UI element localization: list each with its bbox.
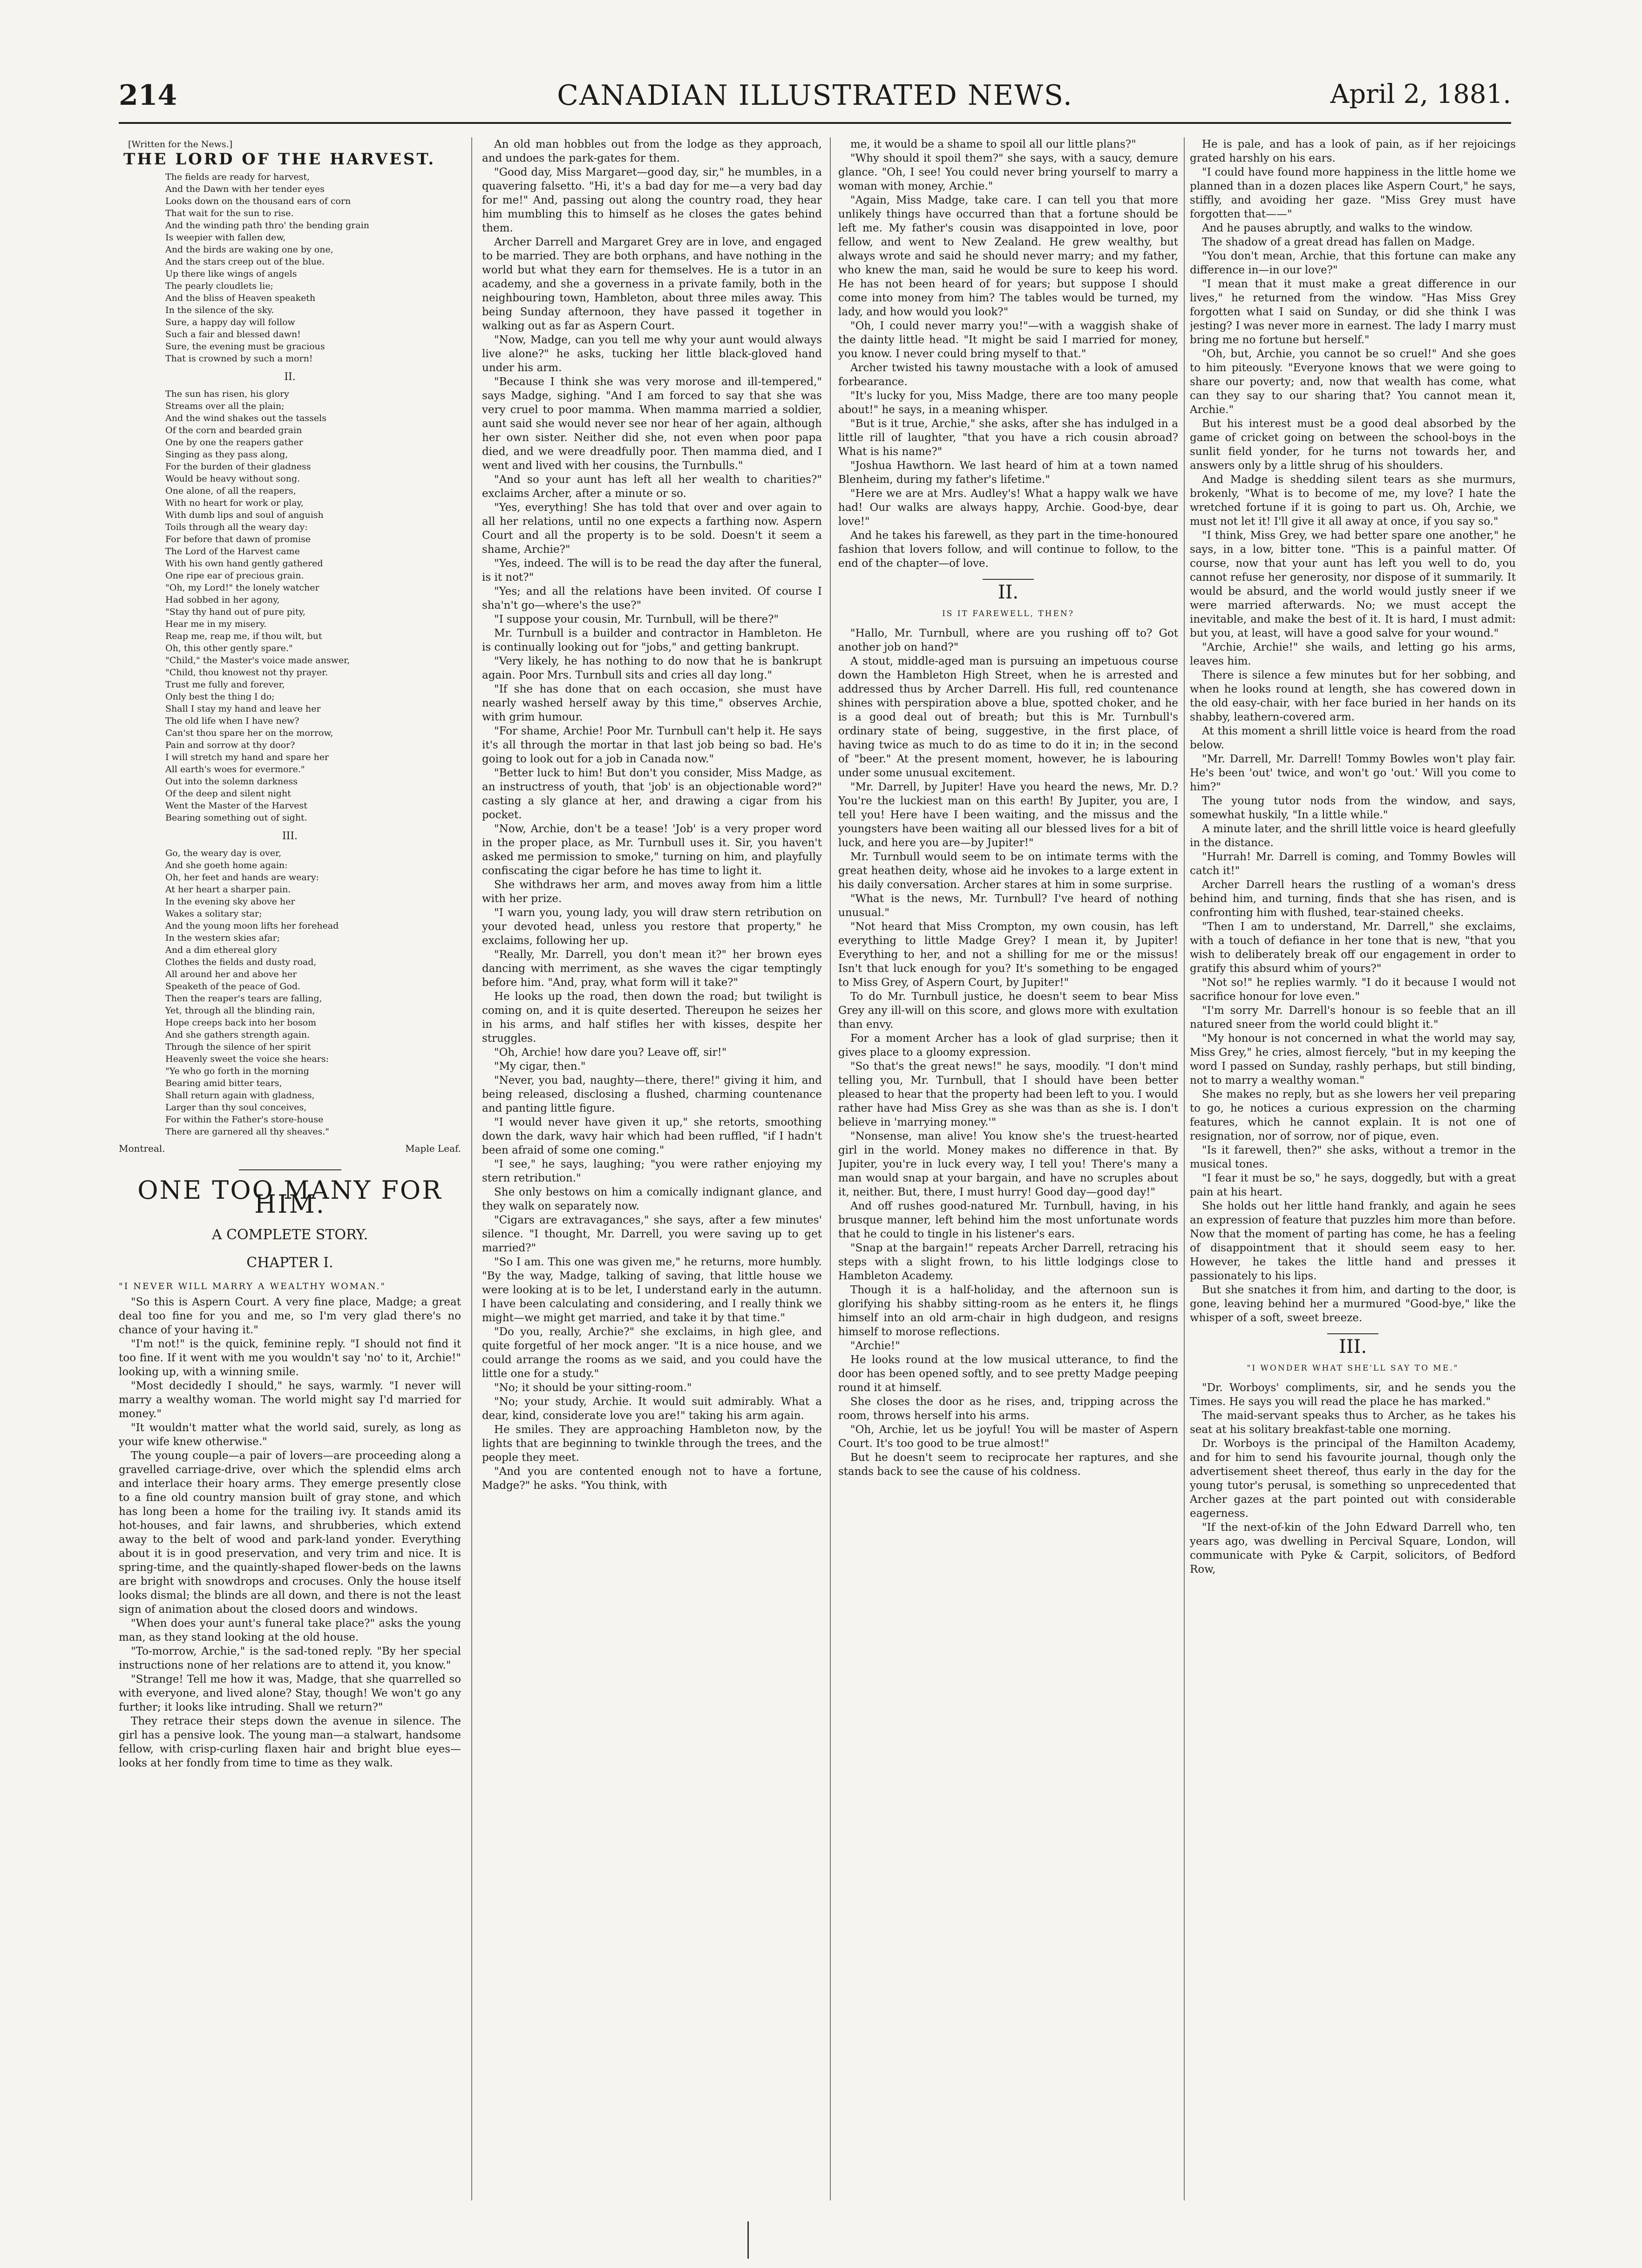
paragraph: "Archie!" — [850, 1340, 900, 1352]
paragraph: "You don't mean, Archie, that this fortune can make any difference in—in our love?" — [1190, 250, 1516, 276]
poem-body — [119, 171, 461, 1138]
poem-line: Is weepier with fallen dew, — [165, 232, 286, 243]
paragraph: "My honour is not concerned in what the world may say, Miss Grey," he cries, almost fiercely, "but in my keeping the word I passed on Sunday, rashly perhaps, but still binding, not to marry a wealthy woman." — [1190, 1032, 1516, 1086]
chapter-caption: "I WONDER WHAT SHE'LL SAY TO ME." — [1247, 1364, 1459, 1373]
story-text — [838, 626, 1178, 1479]
paragraph: "Mr. Darrell, by Jupiter! Have you heard the news, Mr. D.? You're the luckiest man on this earth! By Jupiter, you are, I tell you! Here have I been waiting, and the missus and the youngsters have been waiting all our blessed lives for a bit of luck, and here you are—by Jupiter!" — [838, 781, 1178, 849]
section-rule — [239, 1169, 341, 1170]
poem-line: And she gathers strength again. — [165, 1030, 310, 1040]
poem-line: "Child, thou knowest not thy prayer. — [165, 667, 328, 678]
poem-line: Speaketh of the peace of God. — [165, 981, 301, 991]
poem-line: The pearly cloudlets lie; — [165, 281, 273, 291]
paragraph: "Hallo, Mr. Turnbull, where are you rushing off to? Got another job on hand?" — [838, 627, 1178, 653]
page-number: 214 — [119, 79, 177, 112]
paragraph: But he doesn't seem to reciprocate her raptures, and she stands back to see the cause of his coldness. — [838, 1452, 1178, 1478]
column-divider — [830, 137, 831, 2200]
paragraph: Dr. Worboys is the principal of the Hamilton Academy, and for him to send his favourite journal, though only the advertisement sheet thereof, thus early in the day for the young tutor's perusal, is something so unprecedented that Archer gazes at the part pointed out with considerable eagerness. — [1190, 1438, 1516, 1520]
paragraph: "Strange! Tell me how it was, Madge, that she quarrelled so with everyone, and lived alone? Stay, though! We won't go any further; it looks like intruding. Shall we return?" — [119, 1673, 461, 1713]
paragraph: "And so your aunt has left all her wealth to charities?" exclaims Archer, after a minute or so. — [482, 474, 822, 500]
poem-line: And the bliss of Heaven speaketh — [165, 293, 316, 303]
poem-line: Sure, a happy day will follow — [165, 317, 295, 327]
paragraph: "When does your aunt's funeral take place?" asks the young man, as they stand looking at the old house. — [119, 1617, 461, 1643]
poem-line: "Oh, my Lord!" the lonely watcher — [165, 583, 319, 593]
poem-line: Wakes a solitary star; — [165, 909, 262, 919]
paragraph: "If she has done that on each occasion, she must have nearly washed herself away by this time," observes Archie, with grim humour. — [482, 683, 822, 723]
paragraph: Mr. Turnbull would seem to be on intimate terms with the great heathen deity, whose aid he invokes to a large extent in his daily conversation. Archer stares at him in some surprise. — [838, 851, 1178, 891]
paragraph: "Not so!" he replies warmly. "I do it because I would not sacrifice honour for love even." — [1190, 977, 1516, 1003]
running-head — [119, 79, 1511, 130]
poem-title: THE LORD OF THE HARVEST. — [123, 150, 436, 169]
paragraph: "It's lucky for you, Miss Madge, there are too many people about!" he says, in a meaning whisper. — [838, 390, 1178, 416]
poem-line: Streams over all the plain; — [165, 401, 285, 411]
column-1 — [119, 137, 461, 2200]
paragraph: Mr. Turnbull is a builder and contractor in Hambleton. He is continually looking out for "jobs," and getting bankrupt. — [482, 627, 822, 653]
poem-line: In the silence of the sky. — [165, 305, 274, 315]
paragraph: "Nonsense, man alive! You know she's the truest-hearted girl in the world. Money makes no difference in that. By Jupiter, you're in luck every way, I tell you! There's many a man would snap at your bargain, and have no scruples about it, neither. But, there, I must hurry! Good day—good day!" — [838, 1130, 1178, 1198]
poem-line: And the wind shakes out the tassels — [165, 413, 326, 423]
poem-line: Up there like wings of angels — [165, 269, 297, 279]
column-2 — [482, 137, 822, 2200]
poem-line: Bearing amid bitter tears, — [165, 1078, 282, 1088]
poem-line: For before that dawn of promise — [165, 534, 311, 544]
poem-line: Would be heavy without song. — [165, 474, 300, 484]
paragraph: "Not heard that Miss Crompton, my own cousin, has left everything to little Madge Grey? I mean it, by Jupiter! Everything to her, and not a shilling for me or the missus! Isn't that luck enough for you? It's something to be engaged to Miss Grey, of Aspern Court, by Jupiter!" — [838, 921, 1178, 989]
poem-line: At her heart a sharper pain. — [165, 884, 291, 895]
paragraph: He smiles. They are approaching Hambleton now, by the lights that are beginning to twinkle through the trees, and the people they meet. — [482, 1424, 822, 1464]
column-4 — [1190, 137, 1516, 2200]
poem-line: One by one the reapers gather — [165, 437, 303, 448]
paragraph: The shadow of a great dread has fallen on Madge. — [1202, 236, 1475, 248]
poem-line: Went the Master of the Harvest — [165, 801, 307, 811]
poem-line: And the stars creep out of the blue. — [165, 257, 325, 267]
poem-author: Maple Leaf. — [405, 1143, 461, 1154]
poem-line: Oh, this other gently spare." — [165, 643, 293, 653]
paragraph: A stout, middle-aged man is pursuing an impetuous course down the Hambleton High Street, when he is arrested and addressed thus by Archer Darrell. His full, red countenance shines with perspiration above a blue, spotted choker, and he is a good deal out of breath; but this is Mr. Turnbull's ordinary state of being, suggestive, in the first place, of having twice as much to do as time to do it in; in the second of "beer." At the present moment, however, he is labouring under some unusual excitement. — [838, 655, 1178, 779]
paragraph: "Again, Miss Madge, take care. I can tell you that more unlikely things have occurred than that a fortune should be left me. My father's cousin was disappointed in love, poor fellow, and went to New Zealand. He grew wealthy, but always wrote and said he should never marry; and my father, who knew the man, said he would be sure to keep his word. He has not been heard of for years; but suppose I should come into money from him? The tables would be turned, my lady, and how would you look?" — [838, 194, 1178, 318]
poem-line: Singing as they pass along, — [165, 449, 288, 460]
poem-line: Hear me in my misery. — [165, 619, 267, 629]
poem-line: With no heart for work or play, — [165, 498, 304, 508]
paragraph: "Now, Madge, can you tell me why your aunt would always live alone?" he asks, tucking her little black-gloved hand under his arm. — [482, 334, 822, 374]
poem-line: Trust me fully and forever, — [165, 679, 285, 690]
paragraph: At this moment a shrill little voice is heard from the road below. — [1190, 725, 1516, 751]
paragraph: "For shame, Archie! Poor Mr. Turnbull can't help it. He says it's all through the mortar in that last job being so bad. He's going to look out for a job in Canada now." — [482, 725, 822, 765]
paragraph: "Hurrah! Mr. Darrell is coming, and Tommy Bowles will catch it!" — [1190, 851, 1516, 877]
poem-line: Shall I stay my hand and leave her — [165, 704, 321, 714]
paragraph: "Really, Mr. Darrell, you don't mean it?" her brown eyes dancing with merriment, as she waves the cigar temptingly before him. "And, pray, what form will it take?" — [482, 949, 822, 989]
stanza-number: III. — [282, 830, 298, 842]
poem-line: Oh, her feet and hands are weary: — [165, 872, 319, 883]
paragraph: She makes no reply, but as she lowers her veil preparing to go, he notices a curious expression on the charming features, which he cannot explain. It is not one of resignation, nor of sorrow, nor of pique, even. — [1190, 1088, 1516, 1142]
poem-line: There are garnered all thy sheaves." — [165, 1127, 330, 1137]
printer-mark — [747, 2221, 767, 2259]
poem-line: And she goeth home again: — [165, 860, 288, 870]
column-divider — [1184, 137, 1185, 2200]
poem-line: Can'st thou spare her on the morrow, — [165, 728, 333, 738]
poem-line: Go, the weary day is over, — [165, 848, 282, 858]
poem-line: Shall return again with gladness, — [165, 1090, 315, 1100]
poem-line: Heavenly sweet the voice she hears: — [165, 1054, 329, 1064]
paragraph: "And you are contented enough not to have a fortune, Madge?" he asks. "You think, with — [482, 1466, 822, 1492]
paragraph: "Is it farewell, then?" she asks, without a tremor in the musical tones. — [1190, 1144, 1516, 1170]
poem-line: "Child," the Master's voice made answer, — [165, 655, 350, 665]
poem-line: And the Dawn with her tender eyes — [165, 184, 325, 194]
column-divider — [471, 137, 472, 2200]
poem-line: "Ye who go forth in the morning — [165, 1066, 309, 1076]
poem-line: Larger than thy soul conceives, — [165, 1102, 307, 1113]
paragraph: For a moment Archer has a look of glad surprise; then it gives place to a gloomy expression. — [838, 1032, 1178, 1059]
paragraph: "Snap at the bargain!" repeats Archer Darrell, retracing his steps with a slight frown, to his little lodgings close to Hambleton Academy. — [838, 1242, 1178, 1282]
paragraph: "My cigar, then." — [494, 1060, 586, 1073]
paragraph: She withdraws her arm, and moves away from him a little with her prize. — [482, 879, 822, 905]
paragraph: "Yes, everything! She has told that over and over again to all her relations, until no one expects a farthing now. Aspern Court and all the property is to be sold. Doesn't it seem a shame, Archie?" — [482, 502, 822, 556]
chapter-epigraph: "I NEVER WILL MARRY A WEALTHY WOMAN." — [119, 1281, 387, 1291]
poem-line: "Stay thy hand out of pure pity, — [165, 607, 305, 617]
paragraph: "Better luck to him! But don't you consider, Miss Madge, as an instructress of youth, that 'job' is an objectionable word?" casting a sly glance at her, and drawing a cigar from his pocket. — [482, 767, 822, 821]
poem-line: Hope creeps back into her bosom — [165, 1018, 317, 1028]
poem-line: That is crowned by such a morn! — [165, 353, 313, 364]
paragraph: "Yes, indeed. The will is to be read the day after the funeral, is it not?" — [482, 557, 822, 584]
paragraph: And he takes his farewell, as they part in the time-honoured fashion that lovers follow, and will continue to follow, to the end of the chapter—of love. — [838, 530, 1178, 570]
paragraph: Though it is a half-holiday, and the afternoon sun is glorifying his shabby sitting-room as he enters it, he flings himself into an old arm-chair in high dudgeon, and resigns himself to morose reflections. — [838, 1284, 1178, 1338]
paragraph: "Oh, but, Archie, you cannot be so cruel!" And she goes to him piteously. "Everyone knows that we were going to share our poverty; and, now that wealth has come, what can they say to our sharing that? You cannot mean it, Archie." — [1190, 348, 1516, 416]
poem-line: Out into the solemn darkness — [165, 776, 298, 787]
poem-line: And a dim ethereal glory — [165, 945, 277, 955]
poem-credit: [Written for the News.] — [128, 139, 233, 149]
paragraph: "But is it true, Archie," she asks, after she has indulged in a little rill of laughter, "that you have a rich cousin abroad? What is his name?" — [838, 418, 1178, 458]
paragraph: He looks round at the low musical utterance, to find the door has been opened softly, and to see pretty Madge peeping round it at himself. — [838, 1354, 1178, 1394]
poem-line: The old life when I have new? — [165, 716, 299, 726]
paragraph: "Mr. Darrell, Mr. Darrell! Tommy Bowles won't play fair. He's been 'out' twice, and won't go 'out.' Will you come to him?" — [1190, 753, 1516, 793]
paragraph: A minute later, and the shrill little voice is heard gleefully in the distance. — [1190, 823, 1516, 849]
paragraph: "I'm not!" is the quick, feminine reply. "I should not find it too fine. If it went with me you wouldn't say 'no' to it, Archie!" looking up, with a winning smile. — [119, 1338, 461, 1378]
paragraph: "Here we are at Mrs. Audley's! What a happy walk we have had! Our walks are always happy, Archie. Good-bye, dear love!" — [838, 488, 1178, 528]
paragraph: Archer Darrell and Margaret Grey are in love, and engaged to be married. They are both orphans, and have nothing in the world but what they earn for themselves. He is a tutor in an academy, and she a governess in a private family, both in the neighbouring town, Hambleton, about three miles away. This being Sunday afternoon, they have passed it together in walking out as far as Aspern Court. — [482, 236, 822, 332]
paragraph: "I think, Miss Grey, we had better spare one another," he says, in a low, bitter tone. "This is a painful matter. Of course, now that your aunt has left you well to do, you cannot refuse her generosity, nor dispose of it summarily. It would be absurd, and the world would justly sneer if we were married afterwards. No; we must accept the inevitable, and make the best of it. It is hard, I must admit: but you, at least, will have a good salve for your wound." — [1190, 530, 1516, 639]
paragraph: "To-morrow, Archie," is the sad-toned reply. "By her special instructions none of her relations are to attend it, you know." — [119, 1645, 461, 1671]
poem-line: That wait for the sun to rise. — [165, 208, 294, 218]
paragraph: "Now, Archie, don't be a tease! 'Job' is a very proper word in the proper place, as Mr. Turnbull uses it. Sir, you haven't asked me permission to smoke," turning on him, and playfully confiscating the cigar before he has time to light it. — [482, 823, 822, 877]
paragraph: "Cigars are extravagances," she says, after a few minutes' silence. "I thought, Mr. Darrell, you were saving up to get married?" — [482, 1214, 822, 1254]
paragraph: And he pauses abruptly, and walks to the window. — [1202, 222, 1473, 234]
paragraph: "What is the news, Mr. Turnbull? I've heard of nothing unusual." — [838, 893, 1178, 919]
paragraph: "I would never have given it up," she retorts, smoothing down the dark, wavy hair which had been ruffled, "if I hadn't been afraid of some one coming." — [482, 1116, 822, 1156]
paragraph: "So I am. This one was given me," he returns, more humbly. "By the way, Madge, talking of saving, that little house we were looking at is to be let, I understand early in the autumn. I have been calculating and considering, and I really think we might—we might get married, and take it by that time." — [482, 1256, 822, 1324]
poem-line: For within the Father's store-house — [165, 1114, 324, 1125]
paragraph: He looks up the road, then down the road; but twilight is coming on, and it is quite deserted. Thereupon he seizes her in his arms, and half stifles her with kisses, despite her struggles. — [482, 991, 822, 1045]
paragraph: "I fear it must be so," he says, doggedly, but with a great pain at his heart. — [1190, 1172, 1516, 1198]
paragraph: "Archie, Archie!" she wails, and letting go his arms, leaves him. — [1190, 641, 1516, 667]
paragraph: An old man hobbles out from the lodge as they approach, and undoes the park-gates for them. — [482, 138, 822, 164]
chapter-heading: II. — [997, 582, 1019, 603]
paragraph: "I'm sorry Mr. Darrell's honour is so feeble that an ill natured sneer from the world could blight it." — [1190, 1005, 1516, 1031]
poem-line: Clothes the fields and dusty road, — [165, 957, 317, 967]
poem-line: Of the corn and bearded grain — [165, 425, 302, 435]
paragraph: "Good day, Miss Margaret—good day, sir," he mumbles, in a quavering falsetto. "Hi, it's a bad day for me—a very bad day for me!" And, passing out along the country road, they hear him mumbling this to himself as he closes the gates behind them. — [482, 166, 822, 234]
poem-line: Looks down on the thousand ears of corn — [165, 196, 351, 206]
paragraph: The young tutor nods from the window, and says, somewhat huskily, "In a little while." — [1190, 795, 1516, 821]
poem-line: Toils through all the weary day: — [165, 522, 308, 532]
paragraph: "So that's the great news!" he says, moodily. "I don't mind telling you, Mr. Turnbull, that I should have been better pleased to hear that the property had been left to you. I would rather have had Miss Grey as she was than as she is. I don't believe in 'marrying money.'" — [838, 1060, 1178, 1128]
paragraph: "I could have found more happiness in the little home we planned than in a dozen places like Aspern Court," he says, stiffly, and avoiding her gaze. "Miss Grey must have forgotten that——" — [1190, 166, 1516, 220]
paragraph: She holds out her little hand frankly, and again he sees an expression of feature that puzzles him more than before. Now that the moment of parting has come, he has a feeling of disappointment that it should seem easy to her. However, he takes the little hand and presses it passionately to his lips. — [1190, 1200, 1516, 1282]
poem-line: Bearing something out of sight. — [165, 813, 307, 823]
poem-line: Only best the thing I do; — [165, 692, 275, 702]
header-rule — [119, 122, 1511, 124]
poem-line: The Lord of the Harvest came — [165, 546, 300, 557]
story-text — [1190, 1381, 1516, 1576]
paragraph: "Because I think she was very morose and ill-tempered," says Madge, sighing. "And I am forced to say that she was very cruel to poor mamma. When mamma married a soldier, aunt said she would never see nor hear of her again, although her own sister. Neither did she, not even when poor papa died, and we were dreadfully poor. Then mamma died, and I went and lived with her cousins, the Turnbulls." — [482, 376, 822, 472]
poem-line: Pain and sorrow at thy door? — [165, 740, 295, 750]
paragraph: To do Mr. Turnbull justice, he doesn't seem to bear Miss Grey any ill-will on this score, and glows more with exultation than envy. — [838, 991, 1178, 1031]
stanza-number: II. — [284, 371, 296, 383]
paragraph: "Most decidedly I should," he says, warmly. "I never will marry a wealthy woman. The world might say I'd married for money." — [119, 1380, 461, 1420]
paragraph: "So this is Aspern Court. A very fine place, Madge; a great deal too fine for you and me, so I'm very glad there's no chance of your having it." — [119, 1296, 461, 1336]
poem-line: I will stretch my hand and spare her — [165, 752, 329, 762]
poem-line: In the western skies afar; — [165, 933, 280, 943]
paragraph: Archer twisted his tawny moustache with a look of amused forbearance. — [838, 362, 1178, 388]
poem-line: And the winding path thro' the bending grain — [165, 220, 369, 231]
paragraph: But his interest must be a good deal absorbed by the game of cricket going on between the school-boys in the sunlit field yonder, for he turns not towards her, and answers only by a little shrug of his shoulders. — [1190, 418, 1516, 472]
paragraph: He is pale, and has a look of pain, as if her rejoicings grated harshly on his ears. — [1190, 138, 1516, 164]
paragraph: "Never, you bad, naughty—there, there!" giving it him, and being released, disclosing a flushed, charming countenance and panting little figure. — [482, 1074, 822, 1114]
poem-line: Through the silence of her spirit — [165, 1042, 311, 1052]
paragraph: "Do you, really, Archie?" she exclaims, in high glee, and quite forgetful of her mock anger. "It is a nice house, and we could arrange the rooms as we said, and you could have the little one for a study." — [482, 1326, 822, 1380]
paragraph: "Why should it spoil them?" she says, with a saucy, demure glance. "Oh, I see! You could never bring yourself to marry a woman with money, Archie." — [838, 152, 1178, 192]
issue-date: April 2, 1881. — [1330, 79, 1511, 109]
poem-line: One alone, of all the reapers, — [165, 486, 296, 496]
paragraph: "I mean that it must make a great difference in our lives," he returned from the window. "Has Miss Grey forgotten what I said on Sunday, or did she think I was jesting? I was never more in earnest. The lady I marry must bring me no fortune but herself." — [1190, 278, 1516, 346]
story-subtitle: A COMPLETE STORY. — [211, 1227, 368, 1243]
paragraph: "I see," he says, laughing; "you were rather enjoying my stern retribution." — [482, 1158, 822, 1184]
chapter-caption: IS IT FAREWELL, THEN? — [942, 609, 1074, 618]
poem-line: With dumb lips and soul of anguish — [165, 510, 324, 520]
paragraph: Archer Darrell hears the rustling of a woman's dress behind him, and turning, finds that she has risen, and is confronting him with flushed, tear-stained cheeks. — [1190, 879, 1516, 919]
paragraph: "Dr. Worboys' compliments, sir, and he sends you the Times. He says you will read the place he has marked." — [1190, 1382, 1516, 1408]
paragraph: "Then I am to understand, Mr. Darrell," she exclaims, with a touch of defiance in her tone that is new, "that you wish to deliberately break off our engagement in order to gratify this absurd whim of yours?" — [1190, 921, 1516, 975]
story-text — [1190, 137, 1516, 1325]
paragraph: There is silence a few minutes but for her sobbing, and when he looks round at length, she has cowered down in the old easy-chair, with her face buried in her hands on its shabby, leathern-covered arm. — [1190, 669, 1516, 723]
section-rule — [983, 579, 1034, 580]
poem-line: Then the reaper's tears are falling, — [165, 993, 322, 1004]
poem-line: In the evening sky above her — [165, 896, 295, 907]
story-text — [119, 1295, 461, 1770]
paragraph: "Very likely, he has nothing to do now that he is bankrupt again. Poor Mrs. Turnbull sits and cries all day long." — [482, 655, 822, 681]
paragraph: And off rushes good-natured Mr. Turnbull, having, in his brusque manner, left behind him the most unfortunate words that he could to tingle in his listener's ears. — [838, 1200, 1178, 1240]
story-title: ONE TOO MANY FOR HIM. — [137, 1175, 442, 1219]
poem-signature — [119, 1141, 461, 1155]
poem-place: Montreal. — [119, 1143, 165, 1154]
paragraph: "It wouldn't matter what the world said, surely, as long as your wife knew otherwise." — [119, 1422, 461, 1448]
publication-title: CANADIAN ILLUSTRATED NEWS. — [557, 79, 1073, 112]
poem-line: And the birds are waking one by one, — [165, 244, 333, 255]
poem-line: All around her and above her — [165, 969, 297, 979]
poem-line: Sure, the evening must be gracious — [165, 341, 325, 352]
paragraph: The young couple—a pair of lovers—are proceeding along a gravelled carriage-drive, over which the splendid elms arch and interlace their hoary arms. They emerge presently close to a fine old country mansion built of gray stone, and which has long been a home for the trailing ivy. It stands amid its hot-houses, and fair lawns, and shrubberies, which extend away to the belt of wood and park-land yonder. Everything about it is in good preservation, and very trim and nice. It is spring-time, and the quaintly-shaped flower-beds on the lawns are bright with snowdrops and crocuses. Only the house itself looks dismal; the blinds are all down, and there is not the least sign of animation about the closed doors and windows. — [119, 1450, 461, 1616]
paragraph: "No; your study, Archie. It would suit admirably. What a dear, kind, considerate love you are!" taking his arm again. — [482, 1396, 822, 1422]
paragraph: "I warn you, young lady, you will draw stern retribution on your devoted head, unless you restore that property," he exclaims, following her up. — [482, 907, 822, 947]
paragraph: "Oh, Archie, let us be joyful! You will be master of Aspern Court. It's too good to be true almost!" — [838, 1424, 1178, 1450]
section-rule — [1327, 1333, 1378, 1334]
poem-line: The sun has risen, his glory — [165, 389, 289, 399]
paragraph: They retrace their steps down the avenue in silence. The girl has a pensive look. The young man—a stalwart, handsome fellow, with crisp-curling flaxen hair and bright blue eyes—looks at her fondly from time to time as they walk. — [119, 1715, 461, 1769]
chapter-heading: III. — [1338, 1336, 1367, 1358]
paragraph: "Yes; and all the relations have been invited. Of course I sha'n't go—where's the use?" — [482, 585, 822, 611]
poem-line: One ripe ear of precious grain. — [165, 570, 304, 581]
poem-line: Yet, through all the blinding rain, — [165, 1005, 315, 1016]
poem-line: All earth's woes for evermore." — [165, 764, 305, 774]
chapter-heading: CHAPTER I. — [246, 1255, 333, 1271]
poem-line: For the burden of their gladness — [165, 462, 311, 472]
paragraph: "Oh, I could never marry you!"—with a waggish shake of the dainty little head. "It might be said I married for money, you know. I never could bring myself to that." — [838, 320, 1178, 360]
paragraph: But she snatches it from him, and darting to the door, is gone, leaving behind her a murmured "Good-bye," like the whisper of a soft, sweet breeze. — [1190, 1284, 1516, 1324]
paragraph: "I suppose your cousin, Mr. Turnbull, will be there?" — [494, 613, 779, 625]
paragraph: "If the next-of-kin of the John Edward Darrell who, ten years ago, was dwelling in Percival Square, London, will communicate with Pyke & Carpit, solicitors, of Bedford Row, — [1190, 1521, 1516, 1575]
paragraph: "Joshua Hawthorn. We last heard of him at a town named Blenheim, during my father's lifetime." — [838, 460, 1178, 486]
poem-line: Of the deep and silent night — [165, 788, 291, 799]
paragraph: "Oh, Archie! how dare you? Leave off, sir!" — [494, 1046, 727, 1059]
poem-line: Reap me, reap me, if thou wilt, but — [165, 631, 322, 641]
poem-line: With his own hand gently gathered — [165, 558, 323, 569]
column-3 — [838, 137, 1178, 2200]
story-text — [482, 137, 822, 1493]
paragraph: "No; it should be your sitting-room." — [494, 1382, 692, 1394]
paragraph: The maid-servant speaks thus to Archer, as he takes his seat at his solitary breakfast-table one morning. — [1190, 1410, 1516, 1436]
story-text — [838, 137, 1178, 570]
poem-line: And the young moon lifts her forehead — [165, 921, 339, 931]
paragraph: She closes the door as he rises, and, tripping across the room, throws herself into his arms. — [838, 1396, 1178, 1422]
paragraph: She only bestows on him a comically indignant glance, and they walk on separately now. — [482, 1186, 822, 1212]
paragraph: And Madge is shedding silent tears as she murmurs, brokenly, "What is to become of me, my love? I hate the wretched fortune if it is going to part us. Oh, Archie, we must not let it! I'll give it all away at once, if you say so." — [1190, 474, 1516, 528]
poem-line: The fields are ready for harvest, — [165, 172, 310, 182]
poem-line: Had sobbed in her agony, — [165, 595, 280, 605]
poem-line: Such a fair and blessed dawn! — [165, 329, 301, 340]
paragraph: me, it would be a shame to spoil all our little plans?" — [850, 138, 1136, 150]
